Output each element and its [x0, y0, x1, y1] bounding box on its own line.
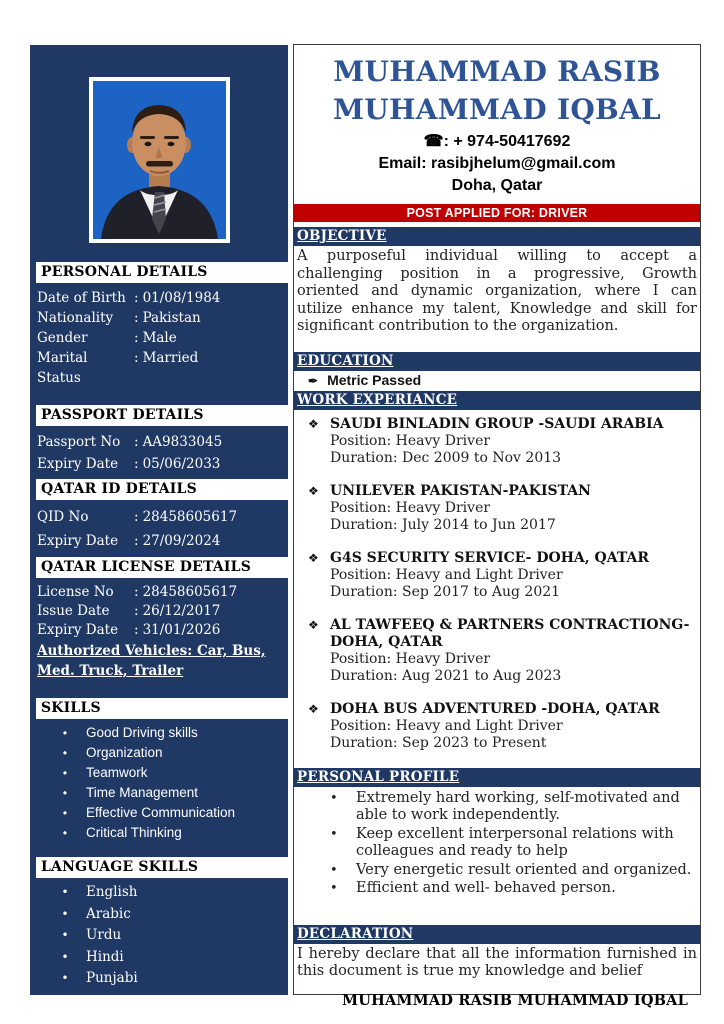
objective-text: A purposeful individual willing to accept a challenging position in a progressive, Growth oriented and dynamic organization, where I can utilize enhance my talent, Knowledge and skill for significant contribution to the organization. — [297, 248, 697, 334]
personal-profile-list — [294, 787, 700, 898]
authorized-vehicles-note: Authorized Vehicles: Car, Bus, Med. Truck, Trailer — [37, 643, 266, 679]
detail-value: Married — [142, 350, 199, 366]
list-item — [330, 880, 694, 898]
detail-value: 31/01/2026 — [142, 622, 221, 638]
education-item — [294, 371, 700, 390]
skill-label: Effective Communication — [86, 805, 236, 820]
job-position: Position: Heavy and Light Driver — [330, 566, 563, 583]
work-experience-list — [294, 410, 700, 752]
diamond-bullet-icon: ❖ — [308, 483, 319, 498]
portrait-illustration — [93, 81, 226, 239]
colon: : — [134, 509, 139, 525]
detail-row — [37, 328, 284, 348]
bullet-icon: • — [61, 949, 69, 964]
list-item — [30, 723, 288, 743]
bullet-icon: • — [330, 826, 338, 842]
education-heading-label: EDUCATION — [297, 352, 394, 369]
qatar-id-rows — [30, 500, 288, 553]
list-item — [30, 882, 288, 904]
bullet-icon: • — [62, 766, 68, 780]
passport-details-rows — [30, 426, 288, 475]
job-duration: Duration: Sep 2023 to Present — [330, 734, 547, 751]
job-position: Position: Heavy Driver — [330, 432, 491, 449]
detail-label: Expiry Date — [37, 533, 119, 549]
job-duration: Duration: Dec 2009 to Nov 2013 — [330, 449, 562, 466]
detail-label: License No — [37, 584, 114, 600]
list-item — [30, 823, 288, 843]
phone-icon: ☎ — [423, 133, 444, 150]
pen-icon: ✒ — [308, 373, 319, 388]
colon: : — [134, 330, 139, 346]
list-item — [30, 803, 288, 823]
name-line-2: MUHAMMAD IQBAL — [332, 93, 662, 126]
contact-block — [294, 131, 700, 197]
colon: : — [134, 622, 139, 638]
job-duration: Duration: Aug 2021 to Aug 2023 — [330, 667, 562, 684]
skills-heading: SKILLS — [36, 698, 288, 719]
list-item — [30, 763, 288, 783]
list-item — [30, 743, 288, 763]
profile-item-text: Efficient and well- behaved person. — [356, 880, 616, 896]
personal-profile-heading-label: PERSONAL PROFILE — [297, 768, 460, 785]
license-rows — [30, 578, 288, 640]
bullet-icon: • — [330, 862, 338, 878]
personal-details-heading: PERSONAL DETAILS — [36, 262, 288, 283]
skill-label: Teamwork — [86, 765, 148, 780]
job-company: SAUDI BINLADIN GROUP -SAUDI ARABIA — [330, 415, 664, 432]
detail-label: Expiry Date — [37, 456, 119, 472]
detail-value: 27/09/2024 — [142, 533, 221, 549]
signature-name: MUHAMMAD RASIB MUHAMMAD IQBAL — [341, 991, 688, 1009]
detail-value: Male — [142, 330, 177, 346]
list-item — [30, 925, 288, 947]
main-content — [293, 44, 701, 1009]
detail-row — [37, 431, 284, 453]
language-label: Urdu — [86, 927, 122, 943]
name-line-1: MUHAMMAD RASIB — [333, 55, 661, 88]
job-position: Position: Heavy Driver — [330, 650, 491, 667]
detail-label: QID No — [37, 509, 89, 525]
detail-row — [37, 621, 284, 640]
qatar-id-details-heading: QATAR ID DETAILS — [36, 479, 288, 500]
colon: : — [134, 533, 139, 549]
detail-label: Marital Status — [37, 350, 88, 386]
personal-profile-heading — [294, 768, 700, 787]
colon: : — [134, 350, 139, 366]
detail-row — [37, 348, 284, 388]
declaration-text: I hereby declare that all the information furnished in this document is true my knowledge and belief — [297, 945, 697, 979]
bullet-icon: • — [61, 971, 69, 985]
personal-details-rows — [30, 283, 288, 388]
diamond-bullet-icon: ❖ — [308, 550, 319, 565]
detail-value: 05/06/2033 — [142, 456, 221, 472]
email-line: Email: rasibjhelum@gmail.com — [378, 155, 616, 172]
detail-row — [37, 529, 284, 553]
diamond-bullet-icon: ❖ — [308, 617, 319, 632]
job-entry — [308, 550, 696, 601]
list-item — [330, 826, 694, 861]
skill-label: Organization — [86, 745, 163, 760]
list-item — [30, 783, 288, 803]
declaration-heading-label: DECLARATION — [297, 925, 414, 942]
job-company: G4S SECURITY SERVICE- DOHA, QATAR — [330, 549, 649, 566]
profile-photo — [89, 77, 230, 243]
detail-value: 26/12/2017 — [142, 603, 221, 619]
colon: : — [134, 603, 139, 619]
job-entry — [308, 617, 696, 685]
detail-row — [37, 308, 284, 328]
language-label: Hindi — [86, 948, 124, 965]
objective-heading-label: OBJECTIVE — [297, 228, 387, 244]
colon: : — [134, 584, 139, 600]
job-company: AL TAWFEEQ & PARTNERS CONTRACTIONG-DOHA, QATAR — [330, 616, 690, 650]
candidate-name — [294, 53, 700, 129]
detail-label: Date of Birth — [37, 290, 126, 306]
colon: : — [134, 434, 139, 450]
detail-row — [37, 288, 284, 308]
bullet-icon: • — [330, 790, 338, 806]
list-item — [30, 947, 288, 969]
detail-row — [37, 602, 284, 621]
job-position: Position: Heavy Driver — [330, 499, 491, 516]
objective-heading — [294, 227, 700, 246]
detail-value: 01/08/1984 — [142, 290, 221, 306]
list-item — [330, 862, 694, 880]
language-list — [30, 878, 288, 990]
sidebar — [30, 45, 288, 995]
detail-row — [37, 453, 284, 475]
passport-details-heading: PASSPORT DETAILS — [36, 405, 288, 426]
language-label: English — [86, 884, 138, 900]
list-item — [30, 904, 288, 926]
detail-row — [37, 583, 284, 602]
language-label: Arabic — [86, 905, 131, 922]
colon: : — [134, 456, 139, 472]
detail-value: 28458605617 — [142, 509, 238, 525]
qatar-license-details-heading: QATAR LICENSE DETAILS — [36, 557, 288, 578]
language-skills-heading: LANGUAGE SKILLS — [36, 857, 288, 878]
bullet-icon: • — [61, 885, 69, 899]
bullet-icon: • — [61, 906, 69, 921]
detail-value: AA9833045 — [142, 434, 223, 450]
bullet-icon: • — [62, 806, 68, 820]
diamond-bullet-icon: ❖ — [308, 416, 319, 431]
bullet-icon: • — [62, 826, 68, 840]
skill-label: Time Management — [86, 785, 199, 800]
detail-label: Passport No — [37, 434, 121, 450]
detail-label: Issue Date — [37, 603, 110, 619]
detail-value: 28458605617 — [142, 584, 238, 600]
bullet-icon: • — [62, 726, 68, 740]
profile-item-text: Keep excellent interpersonal relations with colleagues and ready to help — [356, 825, 674, 859]
post-applied-banner: POST APPLIED FOR: DRIVER — [294, 204, 700, 222]
phone-line — [294, 131, 700, 153]
detail-label: Expiry Date — [37, 622, 119, 638]
location-line: Doha, Qatar — [451, 177, 543, 194]
detail-value: Pakistan — [142, 310, 201, 326]
job-position: Position: Heavy and Light Driver — [330, 717, 563, 734]
phone-number: : + 974-50417692 — [443, 133, 571, 150]
profile-item-text: Extremely hard working, self-motivated and able to work independently. — [356, 789, 680, 823]
detail-row — [37, 505, 284, 529]
list-item — [330, 790, 694, 825]
job-company: UNILEVER PAKISTAN-PAKISTAN — [330, 482, 591, 499]
bullet-icon: • — [61, 928, 69, 942]
diamond-bullet-icon: ❖ — [308, 701, 319, 716]
job-entry — [308, 416, 696, 467]
job-duration: Duration: July 2014 to Jun 2017 — [330, 516, 556, 533]
skills-list — [30, 719, 288, 843]
list-item — [30, 968, 288, 990]
skill-label: Good Driving skills — [86, 725, 198, 740]
education-item-label: Metric Passed — [327, 371, 422, 388]
job-entry — [308, 701, 696, 752]
language-label: Punjabi — [86, 970, 138, 986]
job-duration: Duration: Sep 2017 to Aug 2021 — [330, 583, 561, 600]
bullet-icon: • — [62, 746, 68, 760]
work-experience-heading-label: WORK EXPERIANCE — [297, 391, 458, 408]
job-entry — [308, 483, 696, 534]
bullet-icon: • — [62, 786, 68, 800]
detail-label: Nationality — [37, 310, 114, 326]
job-company: DOHA BUS ADVENTURED -DOHA, QATAR — [330, 700, 660, 717]
detail-label: Gender — [37, 330, 88, 346]
declaration-heading — [294, 925, 700, 944]
profile-item-text: Very energetic result oriented and organized. — [356, 861, 692, 878]
colon: : — [134, 310, 139, 326]
work-experience-heading — [294, 391, 700, 410]
skill-label: Critical Thinking — [86, 825, 182, 840]
education-heading — [294, 352, 700, 371]
colon: : — [134, 290, 139, 306]
bullet-icon: • — [330, 881, 338, 896]
